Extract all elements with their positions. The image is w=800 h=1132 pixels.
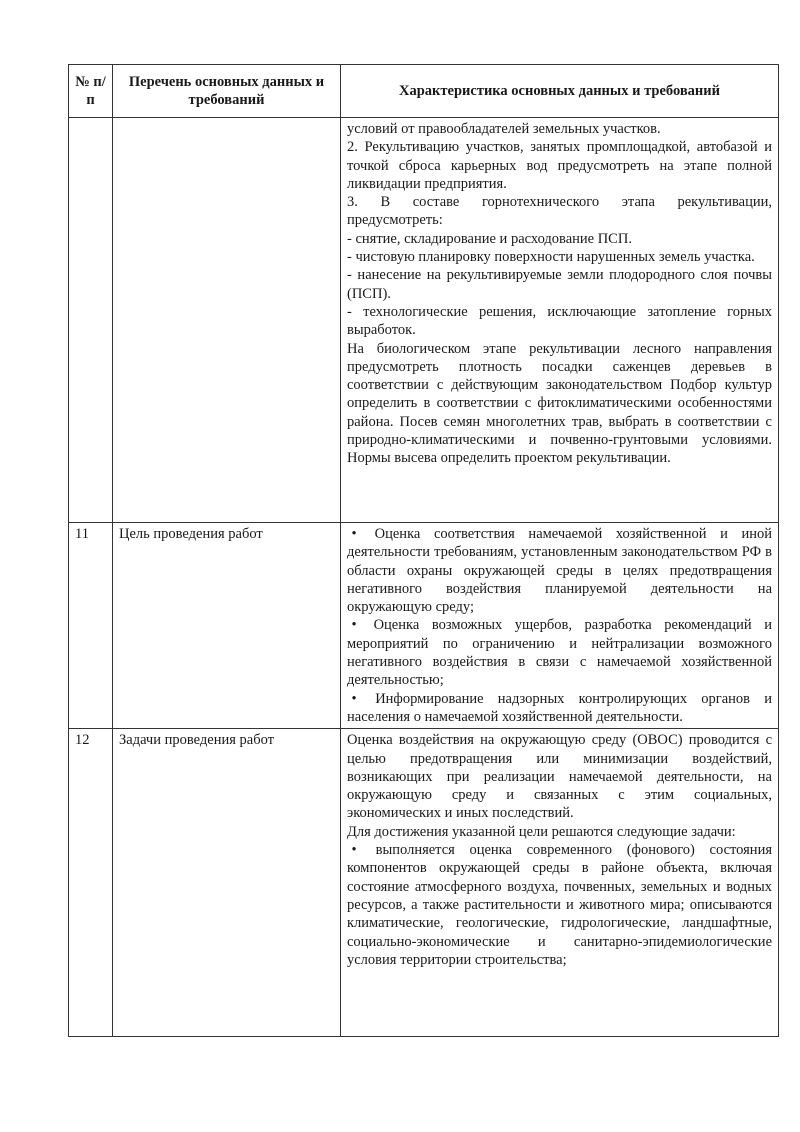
bullet-item <box>347 525 772 616</box>
paragraph: Оценка воздействия на окружающую среду (ОВОС) проводится с целью предотвращения или минимизации воздействий, возникающих при реализации намечаемой деятельности, на окружающую среду и связанных с этим социальных, экономических и иных последствий. <box>347 732 772 822</box>
paragraph: условий от правообладателей земельных участков. <box>347 121 661 137</box>
row-description <box>341 118 779 523</box>
table-row-continuation <box>69 118 779 523</box>
paragraph: Для достижения указанной цели решаются следующие задачи: <box>347 823 736 840</box>
requirements-table <box>68 64 779 1037</box>
header-num: № п/п <box>69 65 113 118</box>
paragraph: На биологическом этапе рекультивации лесного направления предусмотреть плотность посадки саженцев деревьев в соответствии с действующим законодательством Подбор культур определить в соответствии с фитоклиматическими особенностями района. Посев семян многолетних трав, выбрать в соответствии с природно-климатическими и почвенно-грунтовыми условиями. Нормы высева определить проектом рекультивации. <box>347 340 772 467</box>
bullet-icon: • <box>351 842 357 859</box>
row-num: 11 <box>69 523 113 729</box>
bullet-icon: • <box>351 690 357 707</box>
row-description <box>341 729 779 1037</box>
paragraph: - нанесение на рекультивируемые земли плодородного слоя почвы (ПСП). <box>347 267 772 302</box>
header-desc: Характеристика основных данных и требований <box>341 65 779 118</box>
table-row-11 <box>69 523 779 729</box>
header-name: Перечень основных данных и требований <box>113 65 341 118</box>
paragraph: - снятие, складирование и расходование ПСП. <box>347 230 632 247</box>
bullet-text: Оценка соответствия намечаемой хозяйственной и иной деятельности требованиям, установленным законодательством РФ в области охраны окружающей среды в целях предотвращения негативного воздействия планируемой деятельности на окружающую среду; <box>347 526 773 616</box>
paragraph: 3. В составе горнотехнического этапа рекультивации, предусмотреть: <box>347 194 772 229</box>
paragraph: - чистовую планировку поверхности нарушенных земель участка. <box>347 249 755 266</box>
row-num: 12 <box>69 729 113 1037</box>
bullet-text: Информирование надзорных контролирующих органов и населения о намечаемой хозяйственной деятельности. <box>347 690 772 725</box>
bullet-item <box>347 690 772 727</box>
row-description <box>341 523 779 729</box>
paragraph: - технологические решения, исключающие затопление горных выработок. <box>347 303 772 339</box>
row-num <box>69 118 113 523</box>
bullet-text: Оценка возможных ущербов, разработка рекомендаций и мероприятий по ограничению и нейтрализации возможного негативного воздействия в связи с намечаемой хозяйственной деятельностью; <box>347 617 772 689</box>
bullet-item <box>347 616 772 689</box>
bullet-item <box>347 841 772 969</box>
row-name: Задачи проведения работ <box>113 729 341 1037</box>
row-name: Цель проведения работ <box>113 523 341 729</box>
row-name <box>113 118 341 523</box>
paragraph: 2. Рекультивацию участков, занятых промплощадкой, автобазой и точкой сброса карьерных вод предусмотреть на этапе полной ликвидации предприятия. <box>347 139 772 192</box>
table-row-12 <box>69 729 779 1037</box>
bullet-icon: • <box>351 617 357 634</box>
bullet-text: выполняется оценка современного (фонового) состояния компонентов окружающей среды в районе объекта, включая состояние атмосферного воздуха, почвенных, земельных и водных ресурсов, а также растительности и животного мира; описываются климатические, геологические, гидрологические, ландшафтные, социально-экономические и санитарно-эпидемиологические условия территории строительства; <box>347 842 772 968</box>
bullet-icon: • <box>351 526 357 542</box>
header-row <box>69 65 779 118</box>
